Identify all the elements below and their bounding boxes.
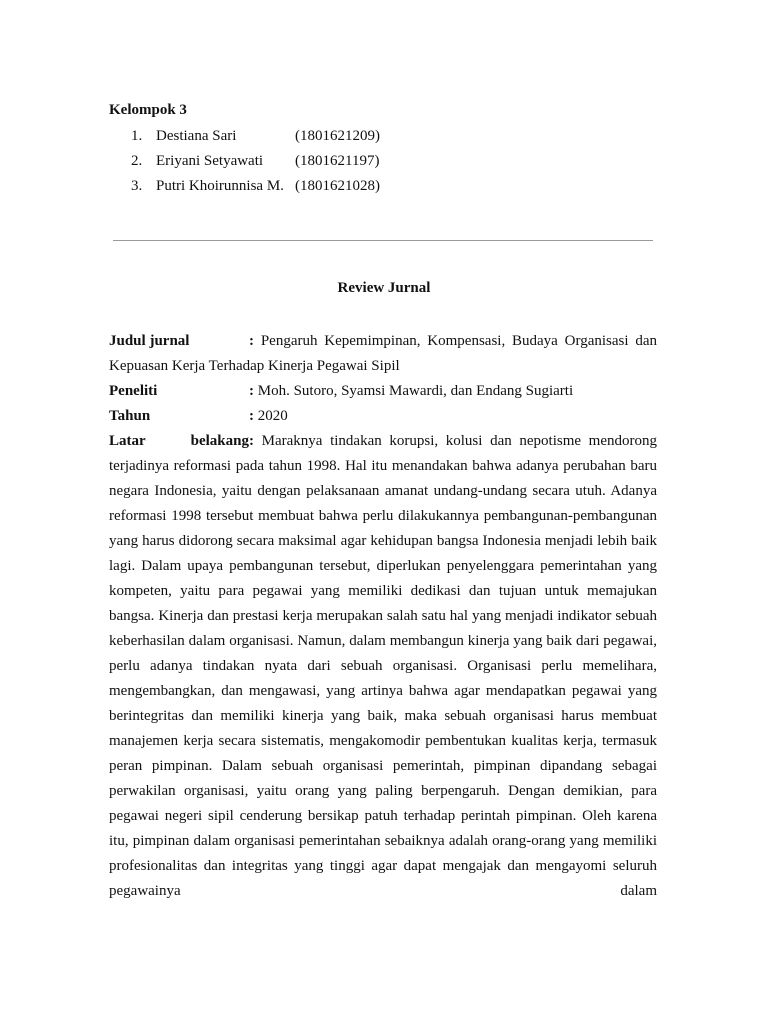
member-name: Putri Khoirunnisa M. [156,178,284,194]
judul-label: Judul jurnal [109,333,190,349]
member-item [131,153,379,170]
judul-row [109,329,657,379]
peneliti-value: Moh. Sutoro, Syamsi Mawardi, dan Endang Sugiarti [257,383,574,399]
member-item [131,128,380,145]
latar-value: Maraknya tindakan korupsi, kolusi dan nepotisme mendorong terjadinya reformasi pada tahun 1998. Hal itu menandakan bahwa adanya perubahan baru negara Indonesia, yaitu dengan pelaksanaan amanat undang-undang secara utuh. Adanya reformasi 1998 tersebut membuat bahwa perlu dilakukannya pembangunan-pembangunan yang harus didorong secara maksimal agar kehidupan bangsa Indonesia menjadi lebih baik lagi. Dalam upaya pembangunan tersebut, diperlukan penyelenggara pemerintahan yang kompeten, yaitu para pegawai yang memiliki dedikasi dan tujuan untuk memajukan bangsa. Kinerja dan prestasi kerja merupakan salah satu hal yang menjadi indikator sebuah keberhasilan dalam organisasi. Namun, dalam membangun kinerja yang baik dari pegawai, perlu adanya tindakan nyata dari sebuah organisasi. Organisasi perlu memelihara, mengembangkan, dan mengawasi, yang artinya bahwa agar mendapatkan pegawai yang berintegritas dan memiliki kinerja yang baik, maka sebuah organisasi harus membuat manajemen kerja secara sistematis, mengakomodir pembentukan kualitas kerja, termasuk peran pimpinan. Dalam sebuah organisasi pemerintah, pimpinan dipandang sebagai perwakilan organisasi, yaitu orang yang paling berpengaruh. Dengan demikian, para pegawai negeri sipil cenderung bersikap patuh terhadap perintah pimpinan. Oleh karena itu, pimpinan dalam organisasi pemerintahan sebaiknya adalah orang-orang yang memiliki profesionalitas dan integritas yang tinggi agar dapat mengajak dan mengayomi seluruh pegawainya dalam [109,433,657,899]
member-name: Eriyani Setyawati [156,153,264,169]
member-number: 1. [131,128,143,144]
tahun-colon: : [249,408,254,424]
member-id: (1801621209) [295,128,380,144]
member-name: Destiana Sari [156,128,237,144]
judul-colon: : [249,333,254,349]
member-item [131,178,380,195]
latar-label: Latar belakang [109,433,249,449]
review-title: Review Jurnal [337,280,431,296]
member-number: 3. [131,178,143,194]
horizontal-divider [113,240,653,241]
judul-value: Pengaruh Kepemimpinan, Kompensasi, Budaya Organisasi dan Kepuasan Kerja Terhadap Kinerja Pegawai Sipil [109,333,657,374]
tahun-value: 2020 [257,408,288,424]
member-number: 2. [131,153,143,169]
tahun-label: Tahun [109,408,151,424]
latar-row [109,429,657,904]
tahun-row [109,404,657,429]
group-title: Kelompok 3 [109,102,187,118]
peneliti-label: Peneliti [109,383,158,399]
peneliti-row [109,379,657,404]
member-id: (1801621197) [295,153,380,169]
review-body [109,329,657,904]
peneliti-colon: : [249,383,254,399]
latar-colon: : [249,433,254,449]
member-id: (1801621028) [295,178,380,194]
